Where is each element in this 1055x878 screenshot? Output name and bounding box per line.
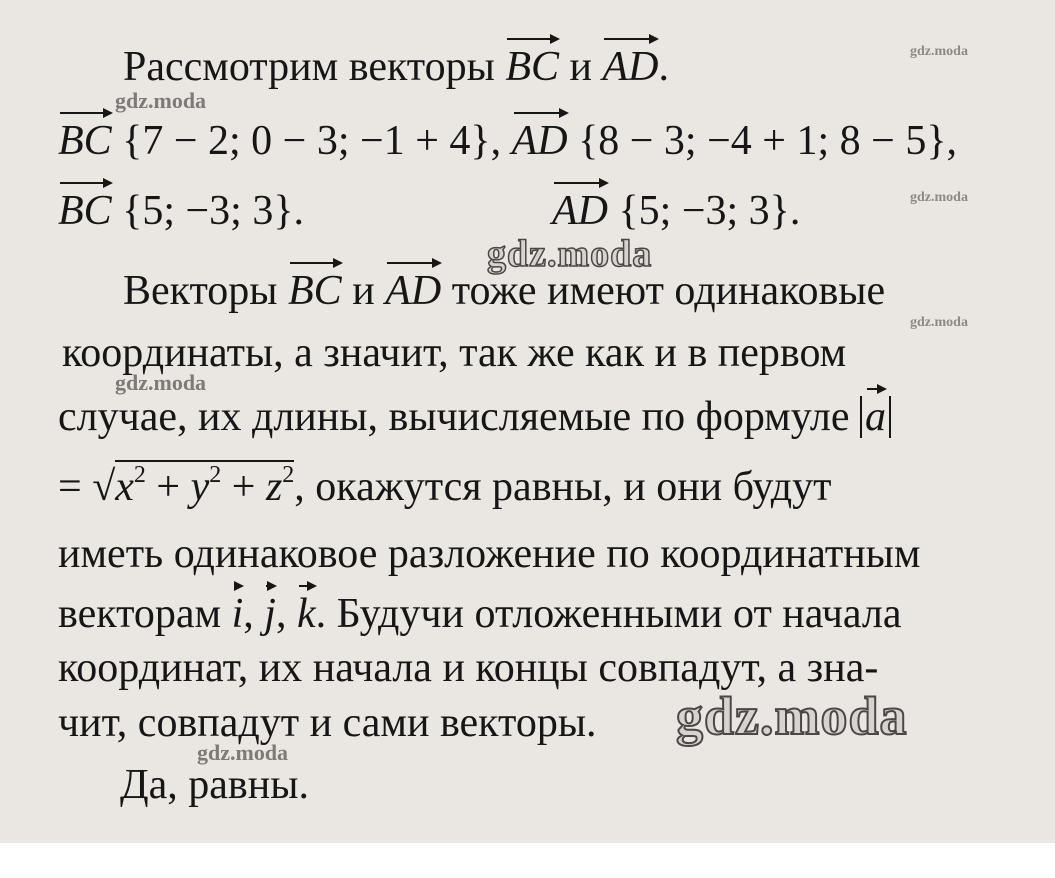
vector-arrow-icon (604, 38, 656, 40)
vector-arrow-icon (507, 38, 557, 40)
vector-i: i (232, 593, 244, 635)
answer-line: Да, равны. (120, 762, 309, 808)
vector-ad: AD (602, 46, 658, 88)
paragraph-line-6: векторам i, j, k. Будучи отложенными от начала (58, 593, 901, 635)
vector-j: j (264, 593, 276, 635)
vector-arrow-icon (554, 182, 606, 184)
vector-arrow-icon (514, 112, 566, 114)
watermark: gdz.moda (910, 44, 968, 59)
watermark: gdz.moda (487, 233, 653, 275)
vector-ad: AD (512, 120, 568, 162)
line-3-ad-result: AD {5; −3; 3}. (552, 190, 800, 232)
vector-arrow-icon (299, 585, 314, 587)
vector-ad: AD (552, 190, 608, 232)
paragraph-line-5: иметь одинаковое разложение по координатным (58, 531, 921, 577)
vector-k: k (297, 593, 316, 635)
line-3-bc-result: BC {5; −3; 3}. (58, 190, 304, 232)
watermark: gdz.moda (115, 88, 207, 113)
line-1: Рассмотрим векторы BC и AD. (123, 46, 669, 88)
watermark: gdz.moda (910, 190, 968, 205)
watermark: gdz.moda (676, 686, 908, 746)
vector-ad: AD (385, 270, 441, 312)
bleed-through-text (930, 70, 937, 100)
vector-bc: BC (58, 120, 112, 162)
vector-arrow-icon (234, 585, 242, 587)
vector-arrow-icon (867, 388, 884, 390)
paragraph-line-4-formula: = $√x^2 + y^2 + z^2$, окажутся равны, и они будут (58, 462, 832, 510)
watermark: gdz.moda (115, 370, 207, 395)
vector-arrow-icon (60, 182, 110, 184)
vector-arrow-icon (387, 262, 439, 264)
paragraph-line-7: координат, их начала и концы совпадут, а зна- (58, 645, 879, 691)
vector-arrow-icon (266, 585, 274, 587)
sqrt-radicand: $x^2 + y^2 + z^2$ (115, 462, 295, 510)
vector-a: a (865, 396, 886, 438)
line-2-coordinates: BC {7 − 2; 0 − 3; −1 + 4}, AD {8 − 3; −4 + 1; 8 − 5}, (58, 120, 957, 162)
vector-a-modulus (860, 396, 891, 438)
vector-bc: BC (58, 190, 112, 232)
paragraph-line-2: координаты, а значит, так же как и в первом (62, 330, 847, 376)
vector-arrow-icon (290, 262, 340, 264)
paragraph-line-8: чит, совпадут и сами векторы. (58, 700, 597, 746)
sqrt-sign: √ (92, 464, 116, 510)
paragraph-line-1: Векторы BC и AD тоже имеют одинаковые (123, 270, 885, 312)
vector-arrow-icon (60, 112, 110, 114)
vector-bc: BC (288, 270, 342, 312)
watermark: gdz.moda (197, 740, 289, 765)
paragraph-line-3: случае, их длины, вычисляемые по формуле a (58, 396, 891, 438)
watermark: gdz.moda (910, 315, 968, 330)
vector-bc: BC (505, 46, 559, 88)
intro-text: Рассмотрим векторы (123, 44, 506, 90)
